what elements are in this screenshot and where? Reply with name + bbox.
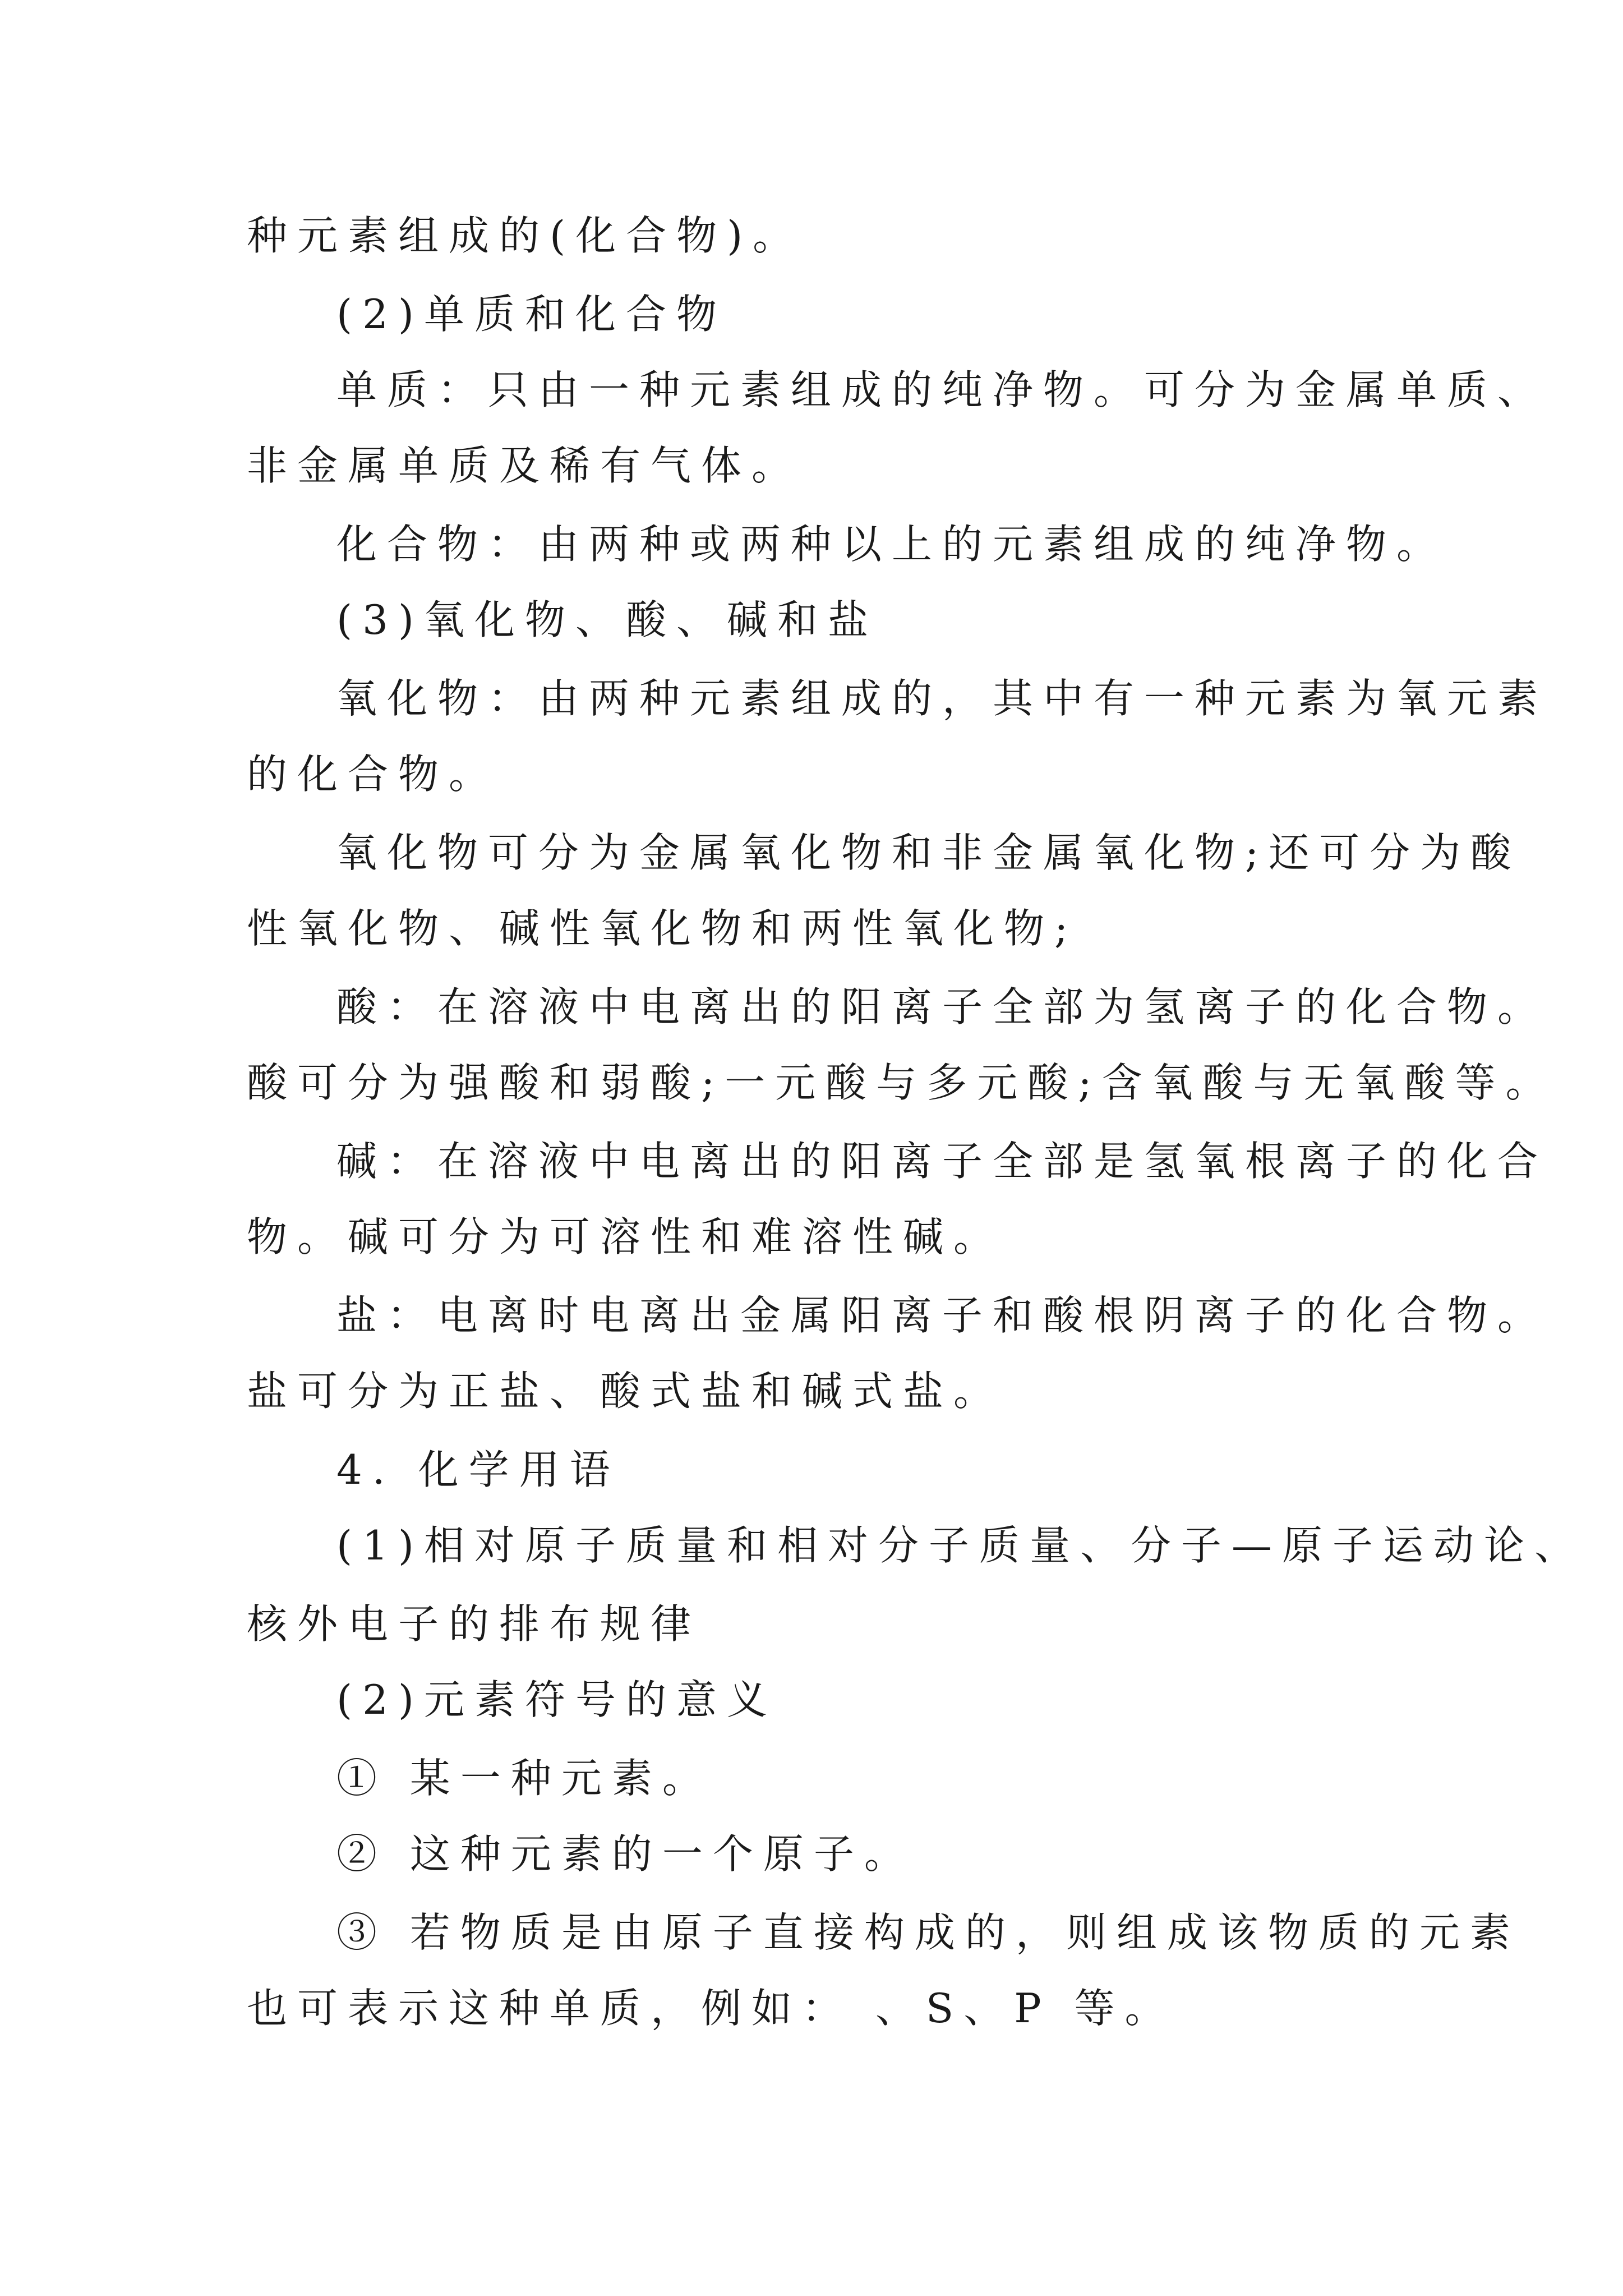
text-line-24: 也可表示这种单质，例如： 、S、P 等。 [247,1985,1175,2032]
text-line-12: 酸可分为强酸和弱酸;一元酸与多元酸;含氧酸与无氧酸等。 [247,1059,1556,1106]
text-line-20: (2)元素符号的意义 [336,1676,777,1723]
text-line-15: 盐：电离时电离出金属阳离子和酸根阴离子的化合物。 [336,1292,1548,1339]
text-line-8: 的化合物。 [247,751,500,798]
text-line-21: ① 某一种元素。 [336,1755,713,1802]
text-line-4: 非金属单质及稀有气体。 [247,442,803,489]
text-line-7: 氧化物：由两种元素组成的，其中有一种元素为氧元素 [336,675,1548,722]
text-line-9: 氧化物可分为金属氧化物和非金属氧化物;还可分为酸 [336,829,1521,876]
text-line-2: (2)单质和化合物 [336,291,727,338]
text-line-18: (1)相对原子质量和相对分子质量、分子—原子运动论、 [336,1522,1585,1569]
text-line-10: 性氧化物、碱性氧化物和两性氧化物; [247,905,1078,952]
text-line-16: 盐可分为正盐、酸式盐和碱式盐。 [247,1368,1004,1415]
text-line-6: (3)氧化物、酸、碱和盐 [336,596,878,643]
text-line-19: 核外电子的排布规律 [247,1600,702,1648]
text-line-1: 种元素组成的(化合物)。 [247,212,804,259]
text-line-3: 单质：只由一种元素组成的纯净物。可分为金属单质、 [336,366,1548,413]
text-line-5: 化合物：由两种或两种以上的元素组成的纯净物。 [336,521,1447,568]
text-line-22: ② 这种元素的一个原子。 [336,1830,915,1878]
text-line-17: 4. 化学用语 [336,1446,620,1493]
text-line-13: 碱：在溶液中电离出的阳离子全部是氢氧根离子的化合 [336,1138,1548,1185]
text-line-14: 物。碱可分为可溶性和难溶性碱。 [247,1213,1004,1260]
text-line-23: ③ 若物质是由原子直接构成的，则组成该物质的元素 [336,1909,1520,1956]
text-line-11: 酸：在溶液中电离出的阳离子全部为氢离子的化合物。 [336,983,1548,1030]
